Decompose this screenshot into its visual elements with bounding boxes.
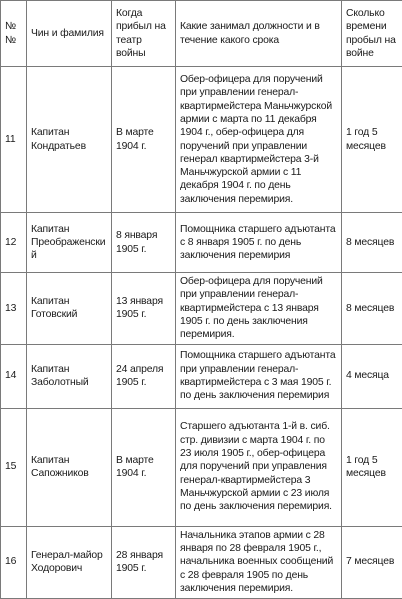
row-rank-name: Капитан Готовский <box>27 273 112 345</box>
table-row <box>1 67 402 213</box>
row-number: 12 <box>1 213 27 273</box>
row-duration: 8 месяцев <box>342 213 402 273</box>
row-positions: Начальника этапов армии с 28 января по 28 февраля 1905 г., начальника военных сообщений с 28 февраля 1905 по день заключения перемирия. <box>176 526 342 598</box>
table-row <box>1 344 402 408</box>
row-duration: 7 месяцев <box>342 526 402 598</box>
table-row <box>1 273 402 345</box>
row-positions: Старшего адъютанта 1-й в. сиб. стр. дивизии с марта 1904 г. по 23 июля 1905 г., обер-офицера для поручений при управления генерал-квартирмейстера 3 Маньчжурской армии с 23 июля по день заключения перемирия. <box>176 408 342 526</box>
table-row <box>1 213 402 273</box>
row-rank-name: Капитан Преображенский <box>27 213 112 273</box>
table-body <box>1 67 402 599</box>
row-positions: Обер-офицера для поручений при управлении генерал-квартирмейстера Маньчжурской армии с марта по 11 декабря 1904 г., обер-офицера для поручений при управлении генерал квартирмейстера 3-й Маньчжурской армии с 11 декабря 1904 г. по день заключения перемирия. <box>176 67 342 213</box>
row-duration: 1 год 5 месяцев <box>342 408 402 526</box>
row-number: 13 <box>1 273 27 345</box>
table-row <box>1 408 402 526</box>
row-duration: 1 год 5 месяцев <box>342 67 402 213</box>
row-rank-name: Капитан Заболотный <box>27 344 112 408</box>
row-rank-name: Капитан Кондратьев <box>27 67 112 213</box>
row-positions: Обер-офицера для поручений при управлении генерал-квартирмейстера с 13 января 1905 г. по день заключения перемирия. <box>176 273 342 345</box>
row-arrival: 8 января 1905 г. <box>112 213 176 273</box>
table-row <box>1 526 402 598</box>
header-positions: Какие занимал должности и в течение какого срока <box>176 1 342 67</box>
row-positions: Помощника старшего адъютанта при управлении генерал-квартирмейстера с 3 мая 1905 г. по день заключения перемирия <box>176 344 342 408</box>
header-number: №№ <box>1 1 27 67</box>
row-duration: 4 месяца <box>342 344 402 408</box>
row-arrival: В марте 1904 г. <box>112 408 176 526</box>
row-number: 14 <box>1 344 27 408</box>
header-arrival: Когда прибыл на театр войны <box>112 1 176 67</box>
row-number: 16 <box>1 526 27 598</box>
row-rank-name: Генерал-майор Ходорович <box>27 526 112 598</box>
row-number: 11 <box>1 67 27 213</box>
header-duration: Сколько времени пробыл на войне <box>342 1 402 67</box>
row-number: 15 <box>1 408 27 526</box>
row-arrival: 24 апреля 1905 г. <box>112 344 176 408</box>
row-positions: Помощника старшего адъютанта с 8 января 1905 г. по день заключения перемирия <box>176 213 342 273</box>
row-rank-name: Капитан Сапожников <box>27 408 112 526</box>
row-duration: 8 месяцев <box>342 273 402 345</box>
header-rank-name: Чин и фамилия <box>27 1 112 67</box>
row-arrival: 28 января 1905 г. <box>112 526 176 598</box>
row-arrival: 13 января 1905 г. <box>112 273 176 345</box>
row-arrival: В марте 1904 г. <box>112 67 176 213</box>
header-row <box>1 1 402 67</box>
table-header <box>1 1 402 67</box>
